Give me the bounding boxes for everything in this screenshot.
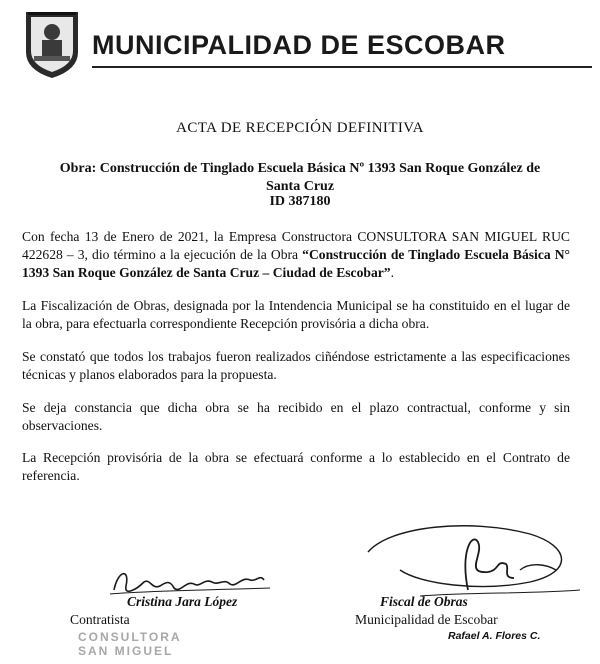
obra-heading xyxy=(0,160,600,196)
fiscal-role: Municipalidad de Escobar xyxy=(355,612,498,627)
document-title: ACTA DE RECEPCIÓN DEFINITIVA xyxy=(176,120,424,136)
paragraph-completion-text: Con fecha 13 de Enero de 2021, la Empresa Constructora CONSULTORA SAN MIGUEL RUC 422628 – 3, dio término a la ejecución de la Obra xyxy=(22,229,570,262)
contractor-stamp-line-2: SAN MIGUEL xyxy=(78,644,174,658)
contractor-name: Cristina Jara López xyxy=(127,594,238,609)
contractor-role: Contratista xyxy=(70,612,130,627)
fiscal-signer-name: Rafael A. Flores C. xyxy=(448,630,541,642)
obra-name-bold: “Construcción de Tinglado Escuela Básica N° 1393 San Roque González de Santa Cruz – Ciudad de Escobar” xyxy=(22,247,570,280)
paragraph-completion-end: . xyxy=(390,265,394,280)
contractor-stamp xyxy=(78,630,208,664)
obra-id: ID 387180 xyxy=(269,194,331,209)
obra-heading-line-1: Obra: Construcción de Tinglado Escuela Básica Nº 1393 San Roque González de xyxy=(59,161,541,176)
paragraph-recepcion: La Recepción provisória de la obra se efectuará conforme a lo establecido en el Contrato de referencia. xyxy=(22,450,570,483)
contractor-stamp-line-1: CONSULTORA xyxy=(78,630,182,644)
header-divider xyxy=(92,66,592,68)
paragraph-constancia: Se deja constancia que dicha obra se ha recibido en el plazo contractual, conforme y sin observaciones. xyxy=(22,400,570,433)
fiscal-title: Fiscal de Obras xyxy=(380,594,468,609)
header-title: MUNICIPALIDAD DE ESCOBAR xyxy=(92,30,506,60)
obra-heading-line-2: Santa Cruz xyxy=(265,179,335,194)
paragraph-completion xyxy=(22,228,570,282)
municipal-seal-icon xyxy=(22,8,82,80)
paragraph-fiscalizacion: La Fiscalización de Obras, designada por la Intendencia Municipal se ha constituido en el lugar de la obra, para efectuarla correspondiente Recepción provisória a dicha obra. xyxy=(22,298,570,331)
paragraph-constatacion: Se constató que todos los trabajos fueron realizados ciñéndose estrictamente a las especificaciones técnicas y planos elaborados para la propuesta. xyxy=(22,349,570,382)
